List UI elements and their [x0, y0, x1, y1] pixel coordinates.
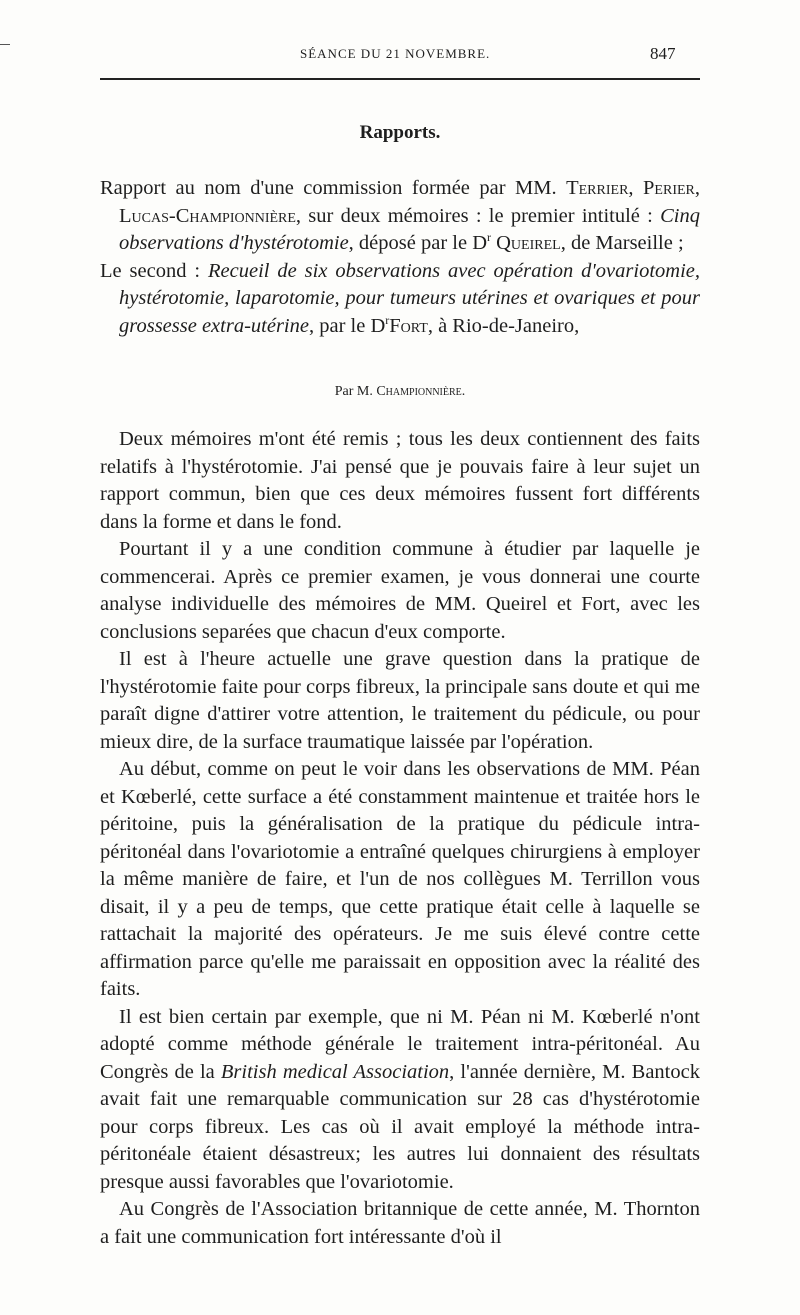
- report-title-text: Rapport au nom d'une commission formée par MM.: [100, 177, 567, 199]
- report-title: [100, 175, 700, 340]
- running-head: SÉANCE DU 21 NOVEMBRE.: [300, 46, 491, 61]
- byline: [0, 384, 800, 400]
- margin-mark: [0, 44, 10, 45]
- memoir-title-2: Recueil de six observations avec opération d'ovariotomie, hystérotomie, laparotomie, pour tumeurs utérines et ovariques et pour grossesse extra-utérine: [119, 259, 700, 337]
- report-title-text: , déposé par le D: [348, 232, 487, 254]
- association-name: British medical Association: [220, 1060, 450, 1083]
- paragraph-text: , l'année dernière, M. Bantock avait fait une remarquable communication sur 28 cas d'hystérotomie pour corps fibreux. Les cas où il avait employé la méthode intra-péritonéale étaient désastreux; les autres lui donnaient des résultats presque aussi favorables que l'ovariotomie.: [100, 1060, 700, 1193]
- header-rule: [100, 78, 700, 80]
- separator: ,: [628, 177, 644, 199]
- report-title-text: , à Rio-de-Janeiro,: [427, 314, 580, 337]
- report-title-text: , sur deux mémoires : le premier intitulé :: [295, 204, 661, 227]
- report-body: [100, 426, 700, 1251]
- author-terrier: Terrier: [566, 177, 629, 199]
- author-queirel: Queirel: [491, 232, 561, 254]
- paragraph-text: Il est bien certain par exemple, que ni M. Péan ni M. Kœberlé n'ont adopté comme méthode générale le traitement intra-péritonéal. Au Congrès de la: [100, 1005, 700, 1083]
- report-title-first: [100, 175, 700, 258]
- paragraph: Deux mémoires m'ont été remis ; tous les deux contiennent des faits relatifs à l'hystérotomie. J'ai pensé que je pouvais faire à leur sujet un rapport commun, bien que ces deux mémoires fussent fort différents dans la forme et dans le fond.: [100, 428, 700, 533]
- paragraph: Au début, comme on peut le voir dans les observations de MM. Péan et Kœberlé, cette surface a été constamment maintenue et traitée hors le péritoine, puis la généralisation de la pratique du pédicule intra-péritonéal dans l'ovariotomie a entraîné quelques chirurgiens à employer la même manière de faire, et l'un de nos collègues M. Terrillon vous disait, il y a peu de temps, que cette pratique était celle à laquelle se rattachait la majorité des opérateurs. Je me suis élevé contre cette affirmation parce qu'elle me paraissait en opposition avec la réalité des faits.: [100, 758, 700, 1000]
- report-title-second: [100, 258, 700, 341]
- superscript: r: [385, 312, 390, 327]
- memoir-title-1: Cinq observations d'hystérotomie: [119, 204, 700, 254]
- author-perier: Perier: [643, 177, 695, 199]
- byline-prefix: Par M.: [334, 384, 377, 399]
- report-title-text: Le second :: [100, 259, 209, 282]
- report-title-text: , par le D: [308, 314, 386, 337]
- paragraph: Pourtant il y a une condition commune à étudier par laquelle je commencerai. Après ce premier examen, je vous donnerai une courte analyse individuelle des mémoires de MM. Queirel et Fort, avec les conclusions separées que chacun d'eux comporte.: [100, 538, 700, 643]
- paragraph: Au Congrès de l'Association britannique de cette année, M. Thornton a fait une communication fort intéressante d'où il: [100, 1198, 700, 1248]
- separator: ,: [694, 177, 700, 199]
- report-title-text: , de Marseille ;: [560, 232, 684, 254]
- superscript: r: [487, 230, 491, 245]
- author-fort: Fort: [389, 314, 428, 337]
- paragraph: [100, 1004, 700, 1197]
- page-number: 847: [650, 44, 676, 63]
- author-lucas-championniere: Lucas-Championnière: [119, 204, 296, 227]
- section-title: Rapports.: [359, 122, 441, 143]
- paragraph: Il est à l'heure actuelle une grave question dans la pratique de l'hystérotomie faite pour corps fibreux, la principale sans doute et qui me paraît digne d'attirer votre attention, le traitement du pédicule, ou pour mieux dire, de la surface traumatique laissée par l'opération.: [100, 648, 700, 753]
- byline-author: Championnière.: [376, 384, 466, 399]
